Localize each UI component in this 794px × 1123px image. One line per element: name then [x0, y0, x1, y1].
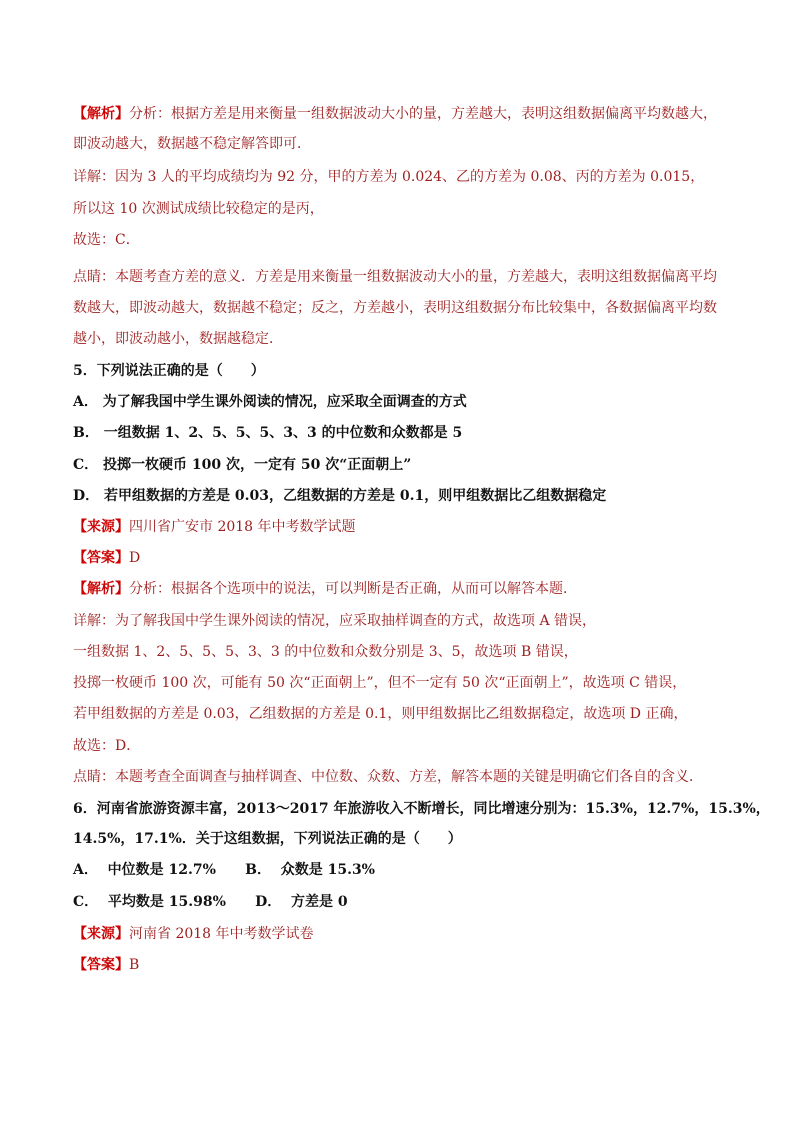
- q4-analysis-line-2: 即波动越大，数据越不稳定解答即可．: [73, 136, 311, 152]
- laiyuan-tag: 【来源】: [73, 926, 129, 942]
- q6-source-line: [73, 924, 314, 944]
- q4-analysis-text-1: 分析：根据方差是用来衡量一组数据波动大小的量，方差越大，表明这组数据偏离平均数越大，: [129, 106, 717, 122]
- q4-detail-line-1: 详解：因为 3 人的平均成绩均为 92 分，甲的方差为 0.024、乙的方差为 0.08、丙的方差为 0.015，: [73, 169, 705, 185]
- q5-source-line: [73, 517, 356, 537]
- q5-detail-line-1: 详解：为了解我国中学生课外阅读的情况，应采取抽样调查的方式，故选项 A 错误，: [73, 613, 597, 629]
- q5-stem: 5．下列说法正确的是（ ）: [73, 363, 265, 379]
- q5-detail-line-4: 若甲组数据的方差是 0.03，乙组数据的方差是 0.1，则甲组数据比乙组数据稳定，故选项 D 正确，: [73, 706, 688, 722]
- q5-analysis-line: [73, 579, 577, 599]
- laiyuan-tag: 【来源】: [73, 519, 129, 535]
- q4-detail-line-2: 所以这 10 次测试成绩比较稳定的是丙，: [73, 201, 324, 217]
- q5-choose: 故选：D．: [73, 738, 141, 754]
- q6-answer: B: [129, 957, 140, 973]
- jiexi-tag: 【解析】: [73, 106, 129, 122]
- q5-option-c: C． 投掷一枚硬币 100 次，一定有 50 次“正面朝上”: [73, 457, 412, 473]
- q6-stem-line-1: 6．河南省旅游资源丰富，2013～2017 年旅游收入不断增长，同比增速分别为：15.3%，12.7%，15.3%，: [73, 801, 770, 817]
- q5-source: 四川省广安市 2018 年中考数学试题: [129, 519, 356, 535]
- daan-tag: 【答案】: [73, 550, 129, 566]
- q6-options-ab: A． 中位数是 12.7% B． 众数是 15.3%: [73, 862, 375, 878]
- q4-comment-line-2: 数越大，即波动越大，数据越不稳定；反之，方差越小，表明这组数据分布比较集中，各数据偏离平均数: [73, 300, 717, 316]
- q5-analysis: 分析：根据各个选项中的说法，可以判断是否正确，从而可以解答本题．: [129, 581, 577, 597]
- q4-comment-line-3: 越小，即波动越小，数据越稳定．: [73, 331, 283, 347]
- q5-option-b: B． 一组数据 1、2、5、5、5、3、3 的中位数和众数都是 5: [73, 425, 463, 441]
- daan-tag: 【答案】: [73, 957, 129, 973]
- jiexi-tag: 【解析】: [73, 581, 129, 597]
- q5-option-a: A． 为了解我国中学生课外阅读的情况，应采取全面调查的方式: [73, 394, 467, 410]
- q5-detail-line-3: 投掷一枚硬币 100 次，可能有 50 次“正面朝上”，但不一定有 50 次“正面朝上”，故选项 C 错误，: [73, 675, 687, 691]
- q5-option-d: D． 若甲组数据的方差是 0.03，乙组数据的方差是 0.1，则甲组数据比乙组数据稳定: [73, 488, 607, 504]
- q6-source: 河南省 2018 年中考数学试卷: [129, 926, 314, 942]
- q6-answer-line: [73, 955, 139, 975]
- q4-analysis-line-1: [73, 104, 717, 124]
- q6-options-cd: C． 平均数是 15.98% D． 方差是 0: [73, 894, 348, 910]
- q5-answer-line: [73, 548, 140, 568]
- q5-comment: 点睛：本题考查全面调查与抽样调查、中位数、众数、方差，解答本题的关键是明确它们各自的含义．: [73, 769, 703, 785]
- q4-comment-line-1: 点睛：本题考查方差的意义．方差是用来衡量一组数据波动大小的量，方差越大，表明这组数据偏离平均: [73, 269, 717, 285]
- q5-detail-line-2: 一组数据 1、2、5、5、5、3、3 的中位数和众数分别是 3、5，故选项 B 错误，: [73, 644, 578, 660]
- q5-answer: D: [129, 550, 141, 566]
- q6-stem-line-2: 14.5%，17.1%．关于这组数据，下列说法正确的是（ ）: [73, 831, 462, 847]
- q4-choose: 故选：C．: [73, 232, 140, 248]
